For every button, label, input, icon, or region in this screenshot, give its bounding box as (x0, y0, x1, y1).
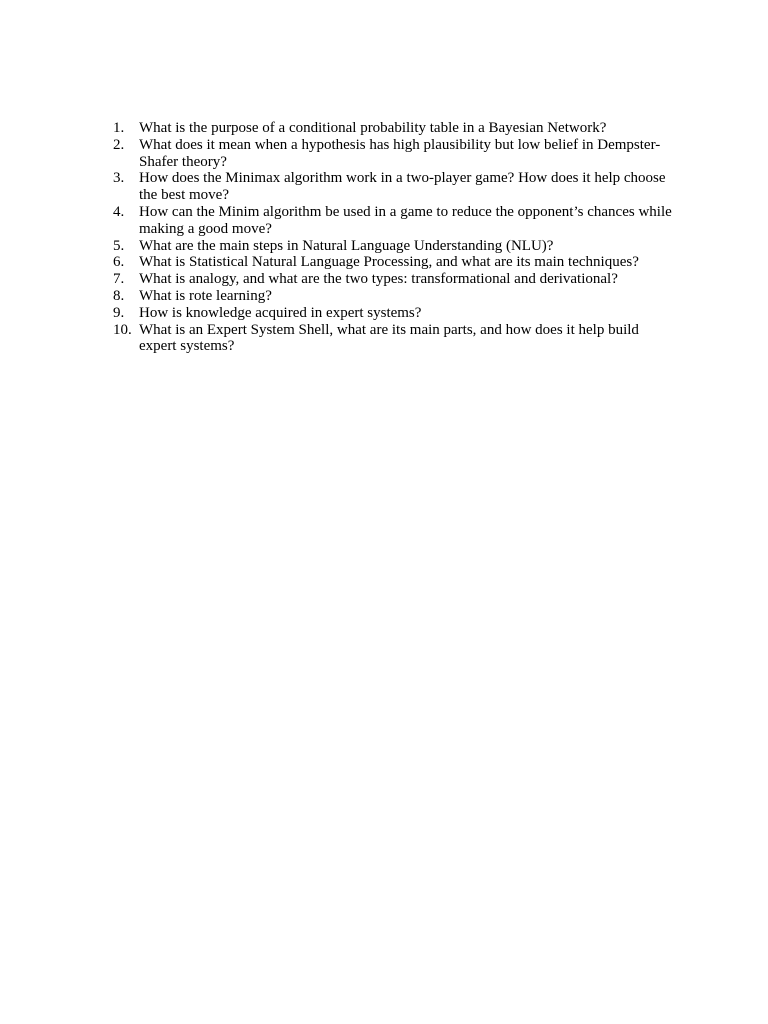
item-text: What is the purpose of a conditional probability table in a Bayesian Network? (139, 120, 607, 136)
list-item (113, 204, 673, 238)
item-number: 9. (113, 304, 125, 321)
item-text: What is Statistical Natural Language Processing, and what are its main techniques? (139, 254, 639, 271)
list-item (113, 271, 673, 288)
item-number: 5. (113, 237, 125, 254)
item-text: What is an Expert System Shell, what are its main parts, and how does it help build expert systems? (139, 321, 639, 355)
item-text: How is knowledge acquired in expert systems? (139, 304, 422, 321)
list-item (113, 238, 673, 255)
item-text: What are the main steps in Natural Language Understanding (NLU)? (139, 237, 554, 254)
list-item (113, 120, 673, 137)
list-item (113, 170, 673, 204)
item-number: 8. (113, 287, 125, 304)
item-number: 6. (113, 254, 125, 271)
item-number: 2. (113, 136, 125, 153)
list-item (113, 254, 673, 271)
item-text: What does it mean when a hypothesis has high plausibility but low belief in Dempster-Shafer theory? (139, 136, 661, 170)
item-number: 10. (113, 321, 132, 338)
list-item (113, 288, 673, 305)
item-text: How does the Minimax algorithm work in a two-player game? How does it help choose the best move? (139, 170, 666, 204)
question-list (113, 120, 673, 355)
item-text: How can the Minim algorithm be used in a game to reduce the opponent’s chances while making a good move? (139, 203, 672, 237)
item-number: 1. (113, 120, 125, 136)
item-text: What is rote learning? (139, 287, 272, 304)
item-number: 4. (113, 203, 125, 220)
item-text: What is analogy, and what are the two types: transformational and derivational? (139, 271, 618, 288)
item-number: 7. (113, 271, 125, 288)
list-item (113, 305, 673, 322)
list-item (113, 137, 673, 171)
item-number: 3. (113, 170, 125, 187)
list-item (113, 322, 673, 356)
